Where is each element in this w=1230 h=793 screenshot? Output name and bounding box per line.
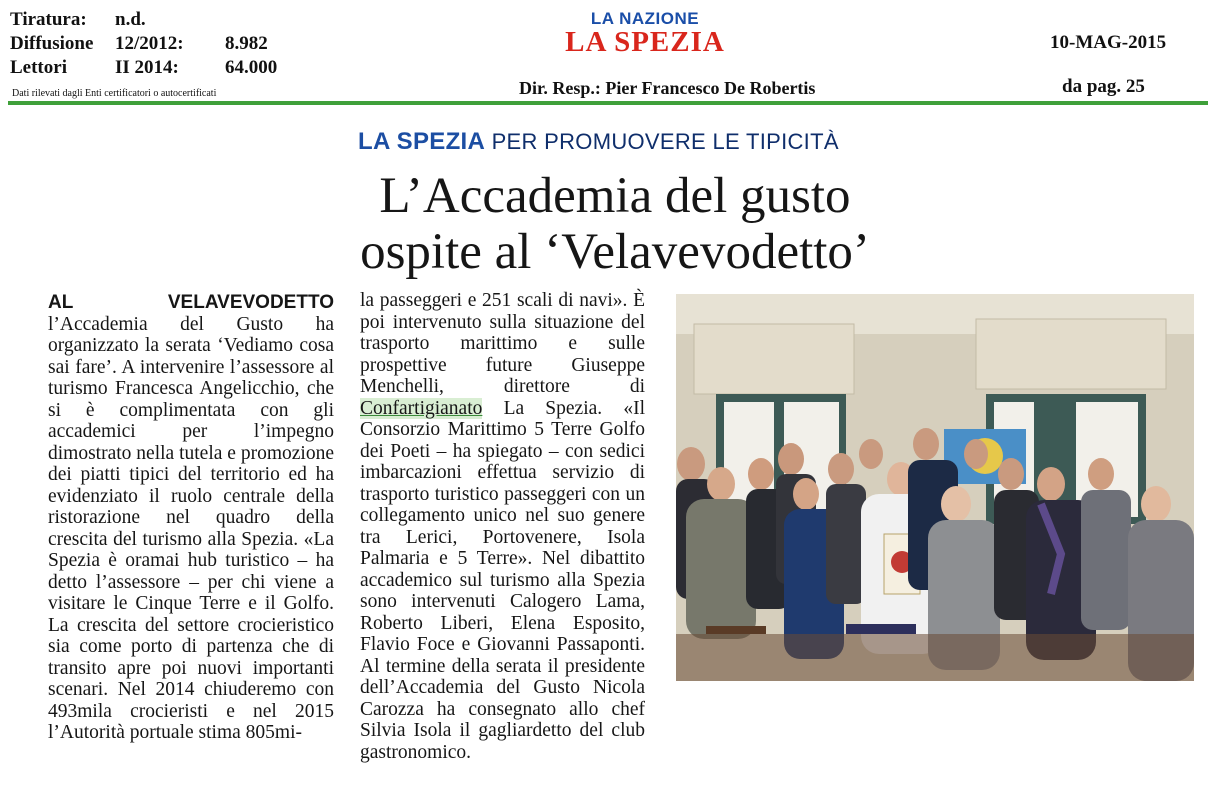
headline-line-1: L’Accademia del gusto [379,168,851,224]
column-2-text-b: La Spezia. «Il Consorzio Marittimo 5 Terre Golfo dei Poeti – ha spiegato – con sedici imbarcazioni effettua servizio di trasporto turistico passeggeri con un collegamento unico nel suo genere tra Lerici, Portovenere, Isola Palmaria e 5 Terre». Nel dibattito accademico sul turismo alla Spezia sono intervenuti Calogero Lama, Roberto Liberi, Elena Esposito, Flavio Foce e Giovanni Passaponti. Al termine della serata il presidente dell’Accademia del Gusto Nicola Carozza ha consegnato allo chef Silvia Isola il gagliardetto del club gastronomico. [360,397,645,763]
headline-line-2: ospite al ‘Velavevodetto’ [360,224,870,280]
stats-label: Tiratura: [10,9,87,30]
group-photo [676,294,1194,681]
article-headline [240,168,990,280]
circulation-stats [10,8,305,80]
stats-value: 64.000 [225,57,278,78]
article-column-2 [360,290,645,763]
editor-in-chief: Dir. Resp.: Pier Francesco De Robertis [519,78,816,98]
article-column-1 [48,292,334,744]
column-1-text: l’Accademia del Gusto ha organizzato la serata ‘Vediamo cosa sai fare’. A intervenire l’assessore al turismo Francesca Angelicchio, che si è complimentata con gli accademici per l’impegno dimostrato nella tutela e promozione dei piatti tipici del territorio ed ha evidenziato il ruolo centrale della ristorazione nel quadro della crescita del turismo alla Spezia. «La Spezia è oramai hub turistico – ha detto l’assessore – per chi viene a visitare le Cinque Terre e il Golfo. La crescita del settore crocieristico sia come porto di partenza che di transito apre poi nuovi importanti scenari. Nel 2014 chiuderemo con 493mila crocieristi e nel 2015 l’Autorità portuale stima 805mi- [48,313,334,743]
stats-row-lettori [10,56,305,80]
newspaper-masthead [545,10,745,56]
kicker-text: PER PROMUOVERE LE TIPICITÀ [485,129,839,154]
stats-row-tiratura [10,8,305,32]
stats-period: II 2014: [115,57,179,78]
stats-row-diffusione [10,32,305,56]
highlighted-term: Confartigianato [360,397,483,419]
stats-period: 12/2012: [115,33,184,54]
kicker-location: LA SPEZIA [358,128,486,155]
publication-date: 10-MAG-2015 [1050,32,1167,53]
masthead-top: LA NAZIONE [590,9,700,28]
article-lead-in: AL VELAVEVODETTO [48,292,334,313]
stats-label: Diffusione [10,33,94,54]
stats-label: Lettori [10,57,67,78]
stats-value: 8.982 [225,33,268,54]
stats-period: n.d. [115,9,146,30]
masthead-main: LA SPEZIA [565,26,725,58]
stats-source-note: Dati rilevati dagli Enti certificatori o autocertificati [12,88,217,99]
article-kicker [358,128,839,156]
group-photo-illustration [676,294,1194,681]
header-divider [8,101,1208,105]
page-reference: da pag. 25 [1062,76,1145,97]
column-2-text-a: la passeggeri e 251 scali di navi». È poi intervenuto sulla situazione del trasporto marittimo e sulle prospettive future Giuseppe Menchelli, direttore di [360,290,645,397]
